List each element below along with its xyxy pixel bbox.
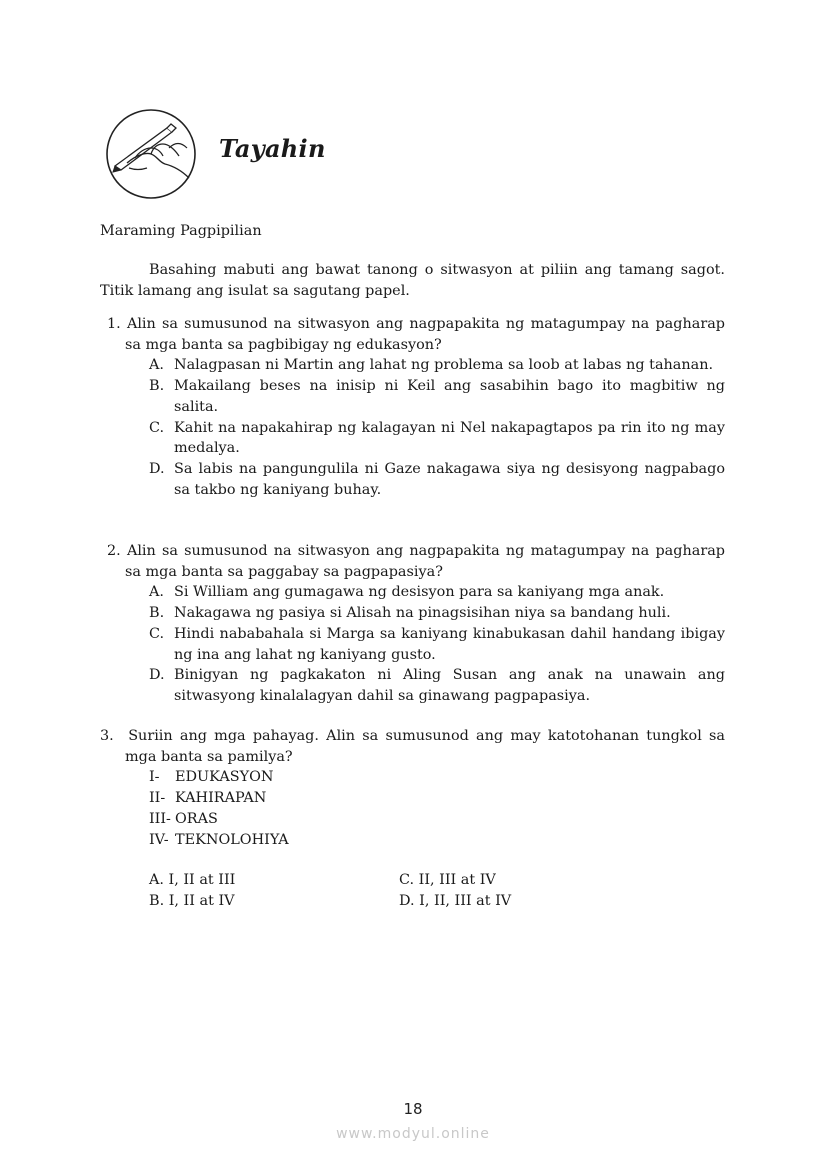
list-item: IV- TEKNOLOHIYA [149,831,289,848]
question-1 [100,314,725,500]
question-3 [100,726,725,850]
choice-1c: C. Kahit na napakahirap ng kalagayan ni Nel nakapagtapos pa rin ito ng may medalya. [149,419,725,457]
choice-1a: A. Nalagpasan ni Martin ang lahat ng problema sa loob at labas ng tahanan. [149,357,714,374]
writing-hand-icon [105,108,197,200]
answer-d: D. I, II, III at IV [399,893,512,909]
list-item: II- KAHIRAPAN [149,790,267,807]
answer-b: B. I, II at IV [149,893,235,909]
list-item: III- ORAS [149,810,218,827]
choice-2d: D. Binigyan ng pagkakaton ni Aling Susan ang anak na unawain ang sitwasyong kinalalagyan dahil sa ginawang pagpapasiya. [149,667,725,704]
section-heading: Tayahin [219,134,326,163]
choice-1b: B. Makailang beses na inisip ni Keil ang sasabihin bago ito magbitiw ng salita. [149,378,725,415]
section-label: Maraming Pagpipilian [100,223,262,239]
question-stem: 2. Alin sa sumusunod na sitwasyon ang nagpapakita ng matagumpay na pagharap sa mga banta sa paggabay sa pagpapasiya? [107,543,725,580]
answer-c: C. II, III at IV [399,872,496,888]
question-2 [100,541,725,707]
list-item: I- EDUKASYON [149,769,274,786]
choice-1d: D. Sa labis na pangungulila ni Gaze nakagawa siya ng desisyong nagpabago sa takbo ng kaniyang buhay. [149,460,725,498]
question-stem: 1. Alin sa sumusunod na sitwasyon ang nagpapakita ng matagumpay na pagharap sa mga banta sa pagbibigay ng edukasyon? [107,316,725,353]
choice-2a: A. Si William ang gumagawa ng desisyon para sa kaniyang mga anak. [149,584,665,601]
answer-a: A. I, II at III [149,872,236,888]
choice-2c: C. Hindi nababahala si Marga sa kaniyang kinabukasan dahil handang ibigay ng ina ang lahat ng kaniyang gusto. [149,625,725,663]
statement-list [100,767,725,850]
question-stem: 3. Suriin ang mga pahayag. Alin sa sumusunod ang may katotohanan tungkol sa mga banta sa pamilya? [100,728,725,765]
page-number: 18 [403,1100,423,1118]
instructions-text: Basahing mabuti ang bawat tanong o sitwasyon at piliin ang tamang sagot. Titik lamang ang isulat sa sagutang papel. [100,262,725,299]
instructions [100,260,725,301]
watermark: www.modyul.online [336,1126,490,1142]
choice-2b: B. Nakagawa ng pasiya si Alisah na pinagsisihan niya sa bandang huli. [149,605,671,622]
